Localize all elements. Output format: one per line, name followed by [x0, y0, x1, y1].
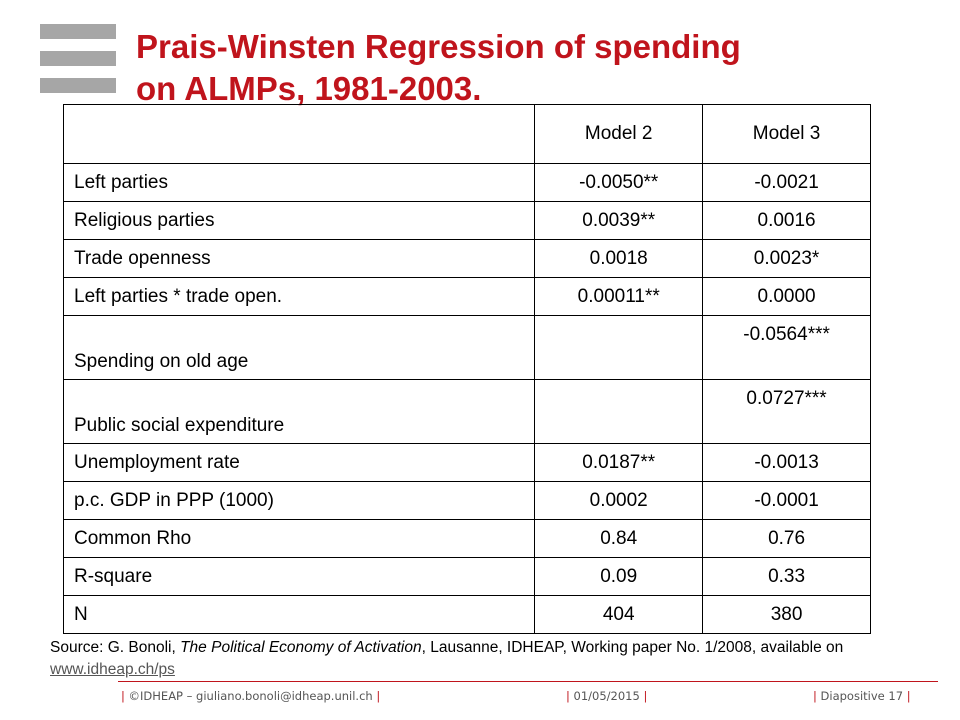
cell-model-3: -0.0021 [703, 164, 871, 202]
header-variable [64, 105, 535, 164]
cell-model-3: 380 [703, 596, 871, 634]
cell-model-3: -0.0001 [703, 482, 871, 520]
header-model-3: Model 3 [703, 105, 871, 164]
footer-pipe: | [643, 689, 648, 703]
footer-slide-text: Diapositive 17 [820, 689, 904, 703]
row-label: R-square [64, 558, 535, 596]
source-prefix: Source: G. Bonoli, [50, 639, 181, 656]
row-label: Left parties [64, 164, 535, 202]
regression-table [63, 104, 871, 634]
cell-model-2: 0.0187** [535, 444, 703, 482]
table-row [64, 482, 871, 520]
cell-model-3: -0.0013 [703, 444, 871, 482]
source-book-title: The Political Economy of Activation [180, 639, 422, 656]
cell-model-3: 0.33 [703, 558, 871, 596]
cell-model-2 [535, 380, 703, 444]
logo-bar-3 [40, 78, 116, 93]
row-label: p.c. GDP in PPP (1000) [64, 482, 535, 520]
cell-model-2: 0.0039** [535, 202, 703, 240]
cell-model-2: 0.00011** [535, 278, 703, 316]
cell-model-2: 404 [535, 596, 703, 634]
row-label: Left parties * trade open. [64, 278, 535, 316]
footer-pipe: | [376, 689, 381, 703]
footer-pipe: | [906, 689, 911, 703]
row-label: Public social expenditure [64, 380, 535, 444]
cell-model-3: 0.0023* [703, 240, 871, 278]
slide-title-line-1: Prais-Winsten Regression of spending [136, 28, 741, 65]
cell-model-2: 0.0018 [535, 240, 703, 278]
footer-slide-number [813, 689, 911, 703]
cell-model-3: 0.0016 [703, 202, 871, 240]
slide-title-line-2: on ALMPs, 1981-2003. [136, 70, 482, 107]
table-row [64, 202, 871, 240]
table-row [64, 596, 871, 634]
row-label: Unemployment rate [64, 444, 535, 482]
row-label: Common Rho [64, 520, 535, 558]
table-row [64, 520, 871, 558]
footer-pipe: | [566, 689, 570, 703]
table-row [64, 316, 871, 380]
source-link[interactable]: www.idheap.ch/ps [50, 661, 175, 678]
row-label: Spending on old age [64, 316, 535, 380]
cell-model-2: 0.84 [535, 520, 703, 558]
table-row [64, 380, 871, 444]
table-row [64, 558, 871, 596]
cell-model-3: 0.0000 [703, 278, 871, 316]
cell-model-3: 0.0727*** [703, 380, 871, 444]
row-label: Trade openness [64, 240, 535, 278]
footer-author-text: ©IDHEAP – giuliano.bonoli@idheap.unil.ch [128, 689, 373, 703]
cell-model-2: -0.0050** [535, 164, 703, 202]
footer-date [566, 689, 647, 703]
cell-model-2 [535, 316, 703, 380]
logo-bars [40, 24, 116, 105]
table-row [64, 444, 871, 482]
logo-bar-1 [40, 24, 116, 39]
table-row [64, 164, 871, 202]
cell-model-3: 0.76 [703, 520, 871, 558]
footer-date-text: 01/05/2015 [573, 689, 640, 703]
cell-model-3: -0.0564*** [703, 316, 871, 380]
source-suffix: , Lausanne, IDHEAP, Working paper No. 1/2008, available on [421, 639, 844, 656]
source-note [50, 637, 870, 681]
header-model-2: Model 2 [535, 105, 703, 164]
footer-pipe: | [813, 689, 817, 703]
table-header-row [64, 105, 871, 164]
cell-model-2: 0.0002 [535, 482, 703, 520]
row-label: Religious parties [64, 202, 535, 240]
footer-pipe: | [121, 689, 125, 703]
cell-model-2: 0.09 [535, 558, 703, 596]
logo-bar-2 [40, 51, 116, 66]
table-row [64, 278, 871, 316]
footer-divider [118, 681, 938, 682]
slide-title [136, 26, 916, 110]
row-label: N [64, 596, 535, 634]
footer-author [121, 689, 380, 703]
table-row [64, 240, 871, 278]
